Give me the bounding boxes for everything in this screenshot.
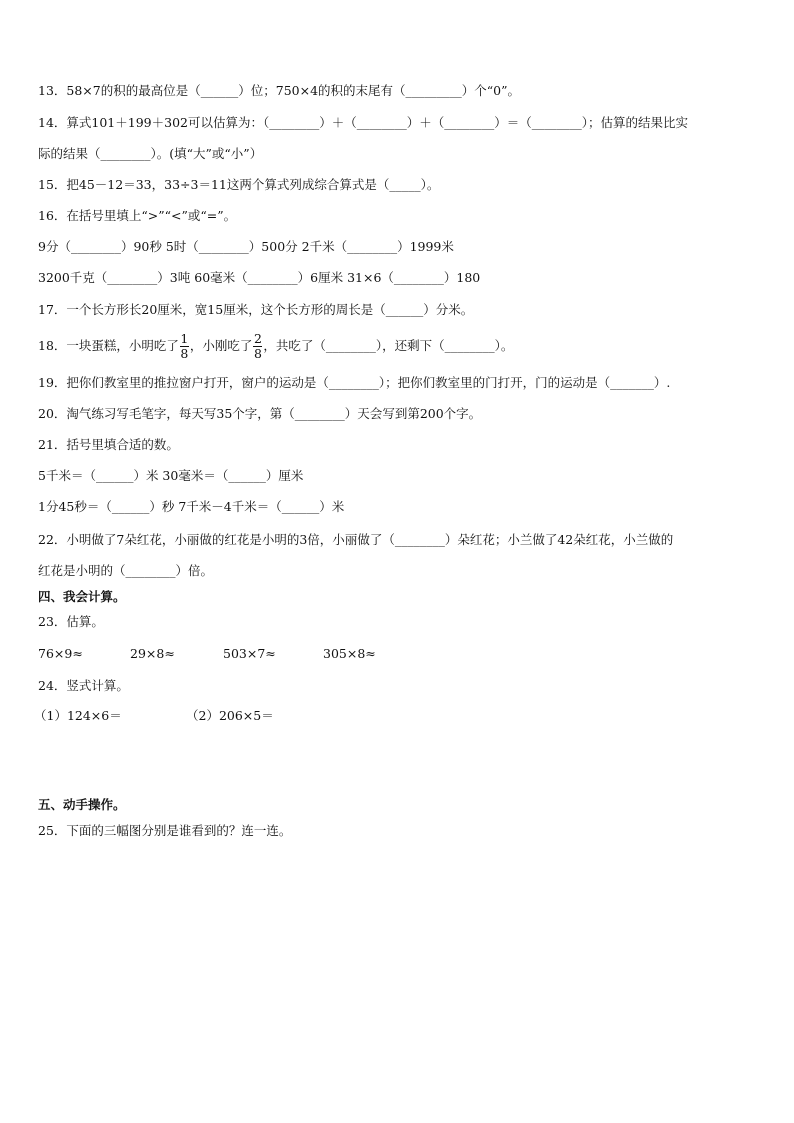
estimate-item: 29×8≈ — [130, 646, 175, 661]
question-22-line1: 22．小明做了7朵红花，小丽做的红花是小明的3倍，小丽做了（________）朵红花；小兰做了42朵红花，小兰做的 — [38, 532, 674, 547]
question-18 — [38, 328, 513, 364]
question-14-line2: 际的结果（________）。(填“大”或“小”） — [38, 146, 263, 161]
section-5-heading: 五、动手操作。 — [38, 797, 126, 812]
estimate-item: 305×8≈ — [323, 646, 376, 661]
question-25: 25．下面的三幅图分别是谁看到的？连一连。 — [38, 823, 292, 838]
question-21: 21．括号里填合适的数。 — [38, 437, 179, 452]
estimate-item: 76×9≈ — [38, 646, 83, 661]
fraction-denominator: 8 — [253, 346, 262, 361]
question-22-line2: 红花是小明的（________）倍。 — [38, 563, 214, 578]
fraction-numerator: 1 — [180, 331, 189, 346]
fraction-one-eighth — [180, 333, 189, 360]
question-13: 13．58×7的积的最高位是（______）位；750×4的积的末尾有（_________）个“0”。 — [38, 83, 521, 98]
section-4-heading: 四、我会计算。 — [38, 589, 126, 604]
question-16-row1: 9分（________）90秒 5时（________）500分 2千米（________）1999米 — [38, 239, 454, 254]
question-23: 23．估算。 — [38, 614, 104, 629]
fraction-denominator: 8 — [180, 346, 189, 361]
question-18-suffix: ，共吃了（________），还剩下（________）。 — [263, 338, 514, 353]
question-18-middle: ，小刚吃了 — [189, 338, 253, 353]
vertical-calc-item: （2）206×5＝ — [186, 708, 274, 723]
estimate-item: 503×7≈ — [223, 646, 276, 661]
question-17: 17．一个长方形长20厘米，宽15厘米，这个长方形的周长是（______）分米。 — [38, 302, 474, 317]
question-21-row1: 5千米＝（______）米 30毫米＝（______）厘米 — [38, 468, 304, 483]
fraction-two-eighths — [253, 333, 262, 360]
question-20: 20．淘气练习写毛笔字，每天写35个字，第（________）天会写到第200个字。 — [38, 406, 482, 421]
vertical-calc-item: （1）124×6＝ — [34, 708, 122, 723]
question-16: 16．在括号里填上“>”“<”或“=”。 — [38, 208, 237, 223]
question-21-row2: 1分45秒＝（______）秒 7千米－4千米＝（______）米 — [38, 499, 345, 514]
question-16-row2: 3200千克（________）3吨 60毫米（________）6厘米 31×6（________）180 — [38, 270, 481, 285]
question-24: 24．竖式计算。 — [38, 678, 129, 693]
fraction-numerator: 2 — [253, 331, 262, 346]
question-19: 19．把你们教室里的推拉窗户打开，窗户的运动是（________）；把你们教室里的门打开，门的运动是（_______）. — [38, 375, 671, 390]
question-15: 15．把45－12＝33，33÷3＝11这两个算式列成综合算式是（_____）。 — [38, 177, 440, 192]
question-14-line1: 14．算式101＋199＋302可以估算为：（________）＋（________）＋（________）＝（________）；估算的结果比实 — [38, 115, 688, 130]
question-18-prefix: 18．一块蛋糕，小明吃了 — [38, 338, 179, 353]
